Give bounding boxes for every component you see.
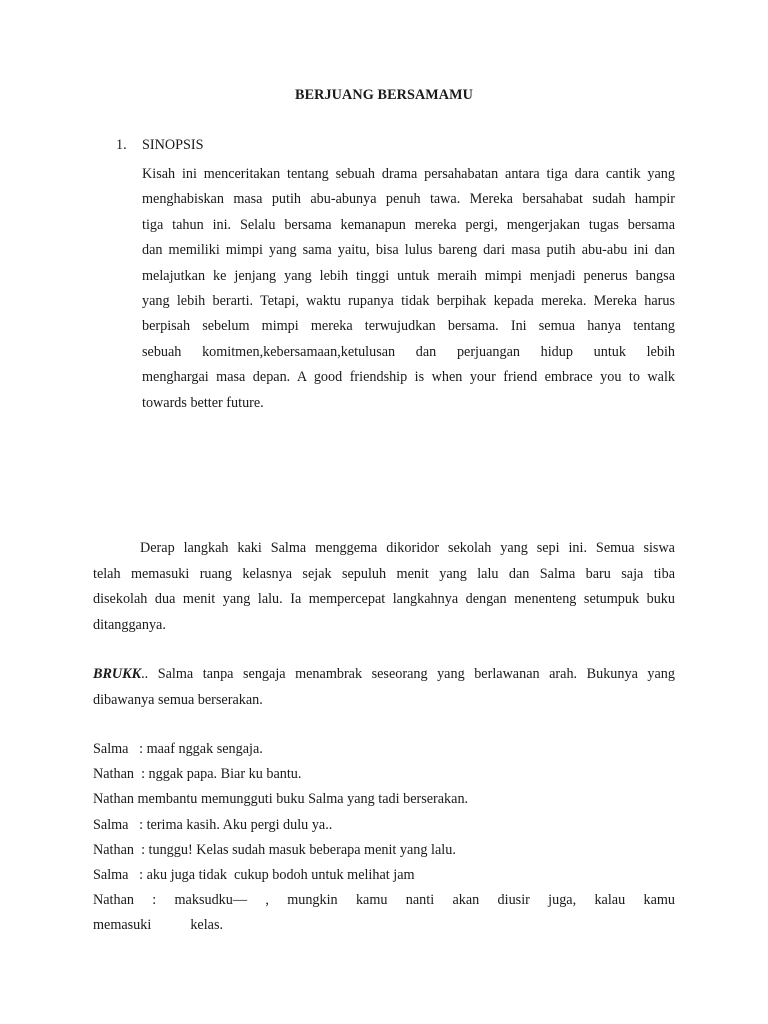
dialogue-line: Nathan : nggak papa. Biar ku bantu. — [93, 766, 302, 783]
section-number: 1. — [116, 137, 127, 153]
synopsis-paragraph — [142, 162, 675, 416]
dialogue-line: Nathan : tunggu! Kelas sudah masuk beberapa menit yang lalu. — [93, 841, 456, 858]
document-title: BERJUANG BERSAMAMU — [295, 87, 473, 103]
paragraph-line: dibawanya semua berserakan. — [93, 691, 263, 708]
section-heading-text: SINOPSIS — [142, 137, 204, 153]
synopsis-line: berpisah sebelum mimpi mereka terwujudkan bersama. Ini semua hanya tentang — [142, 318, 675, 335]
dialogue-line: Nathan membantu memungguti buku Salma yang tadi berserakan. — [93, 791, 469, 808]
synopsis-line: menghargai masa depan. A good friendship is when your friend embrace you to walk — [142, 369, 675, 386]
dialogue-line: Nathan : maksudku— , mungkin kamu nanti akan diusir juga, kalau kamu — [93, 892, 675, 909]
synopsis-line: menghabiskan masa putih abu-abunya penuh tawa. Mereka bersahabat sudah hampir — [142, 191, 675, 208]
synopsis-line: dan memiliki mimpi yang sama yaitu, bisa lulus bareng dari masa putih abu-abu ini dan — [142, 242, 675, 259]
paragraph-line: telah memasuki ruang kelasnya sejak sepuluh menit yang lalu dan Salma baru saja tiba — [93, 565, 675, 582]
synopsis-line: yang lebih berarti. Tetapi, waktu rupanya tidak berpihak kepada mereka. Mereka harus — [142, 293, 675, 310]
synopsis-line: towards better future. — [142, 394, 264, 411]
dialogue-line: Salma : aku juga tidak cukup bodoh untuk melihat jam — [93, 867, 415, 884]
paragraph-line-rest: .. Salma tanpa sengaja menambrak seseorang yang berlawanan arah. Bukunya yang — [141, 666, 675, 682]
sound-effect-text: BRUKK — [93, 666, 142, 682]
paragraph-line: Derap langkah kaki Salma menggema dikoridor sekolah yang sepi ini. Semua siswa — [140, 540, 675, 556]
synopsis-line: tiga tahun ini. Selalu bersama kemanapun mereka pergi, mengerjakan tugas bersama — [142, 216, 675, 233]
synopsis-line: Kisah ini menceritakan tentang sebuah drama persahabatan antara tiga dara cantik yang — [142, 166, 675, 182]
story-paragraph-2 — [93, 662, 675, 713]
dialogue-line: memasuki kelas. — [93, 917, 224, 934]
story-paragraph-1 — [93, 536, 675, 638]
dialogue-line: Salma : maaf nggak sengaja. — [93, 741, 263, 757]
paragraph-line — [93, 662, 675, 688]
paragraph-line: disekolah dua menit yang lalu. Ia mempercepat langkahnya dengan menenteng setumpuk buku — [93, 591, 675, 608]
paragraph-line: ditangganya. — [93, 616, 166, 633]
synopsis-line: sebuah komitmen,kebersamaan,ketulusan dan perjuangan hidup untuk lebih — [142, 343, 675, 360]
synopsis-line: melajutkan ke jenjang yang lebih tinggi untuk meraih mimpi menjadi penerus bangsa — [142, 267, 675, 284]
section-heading — [116, 137, 204, 154]
dialogue-block — [93, 737, 675, 939]
dialogue-line: Salma : terima kasih. Aku pergi dulu ya.. — [93, 816, 333, 833]
